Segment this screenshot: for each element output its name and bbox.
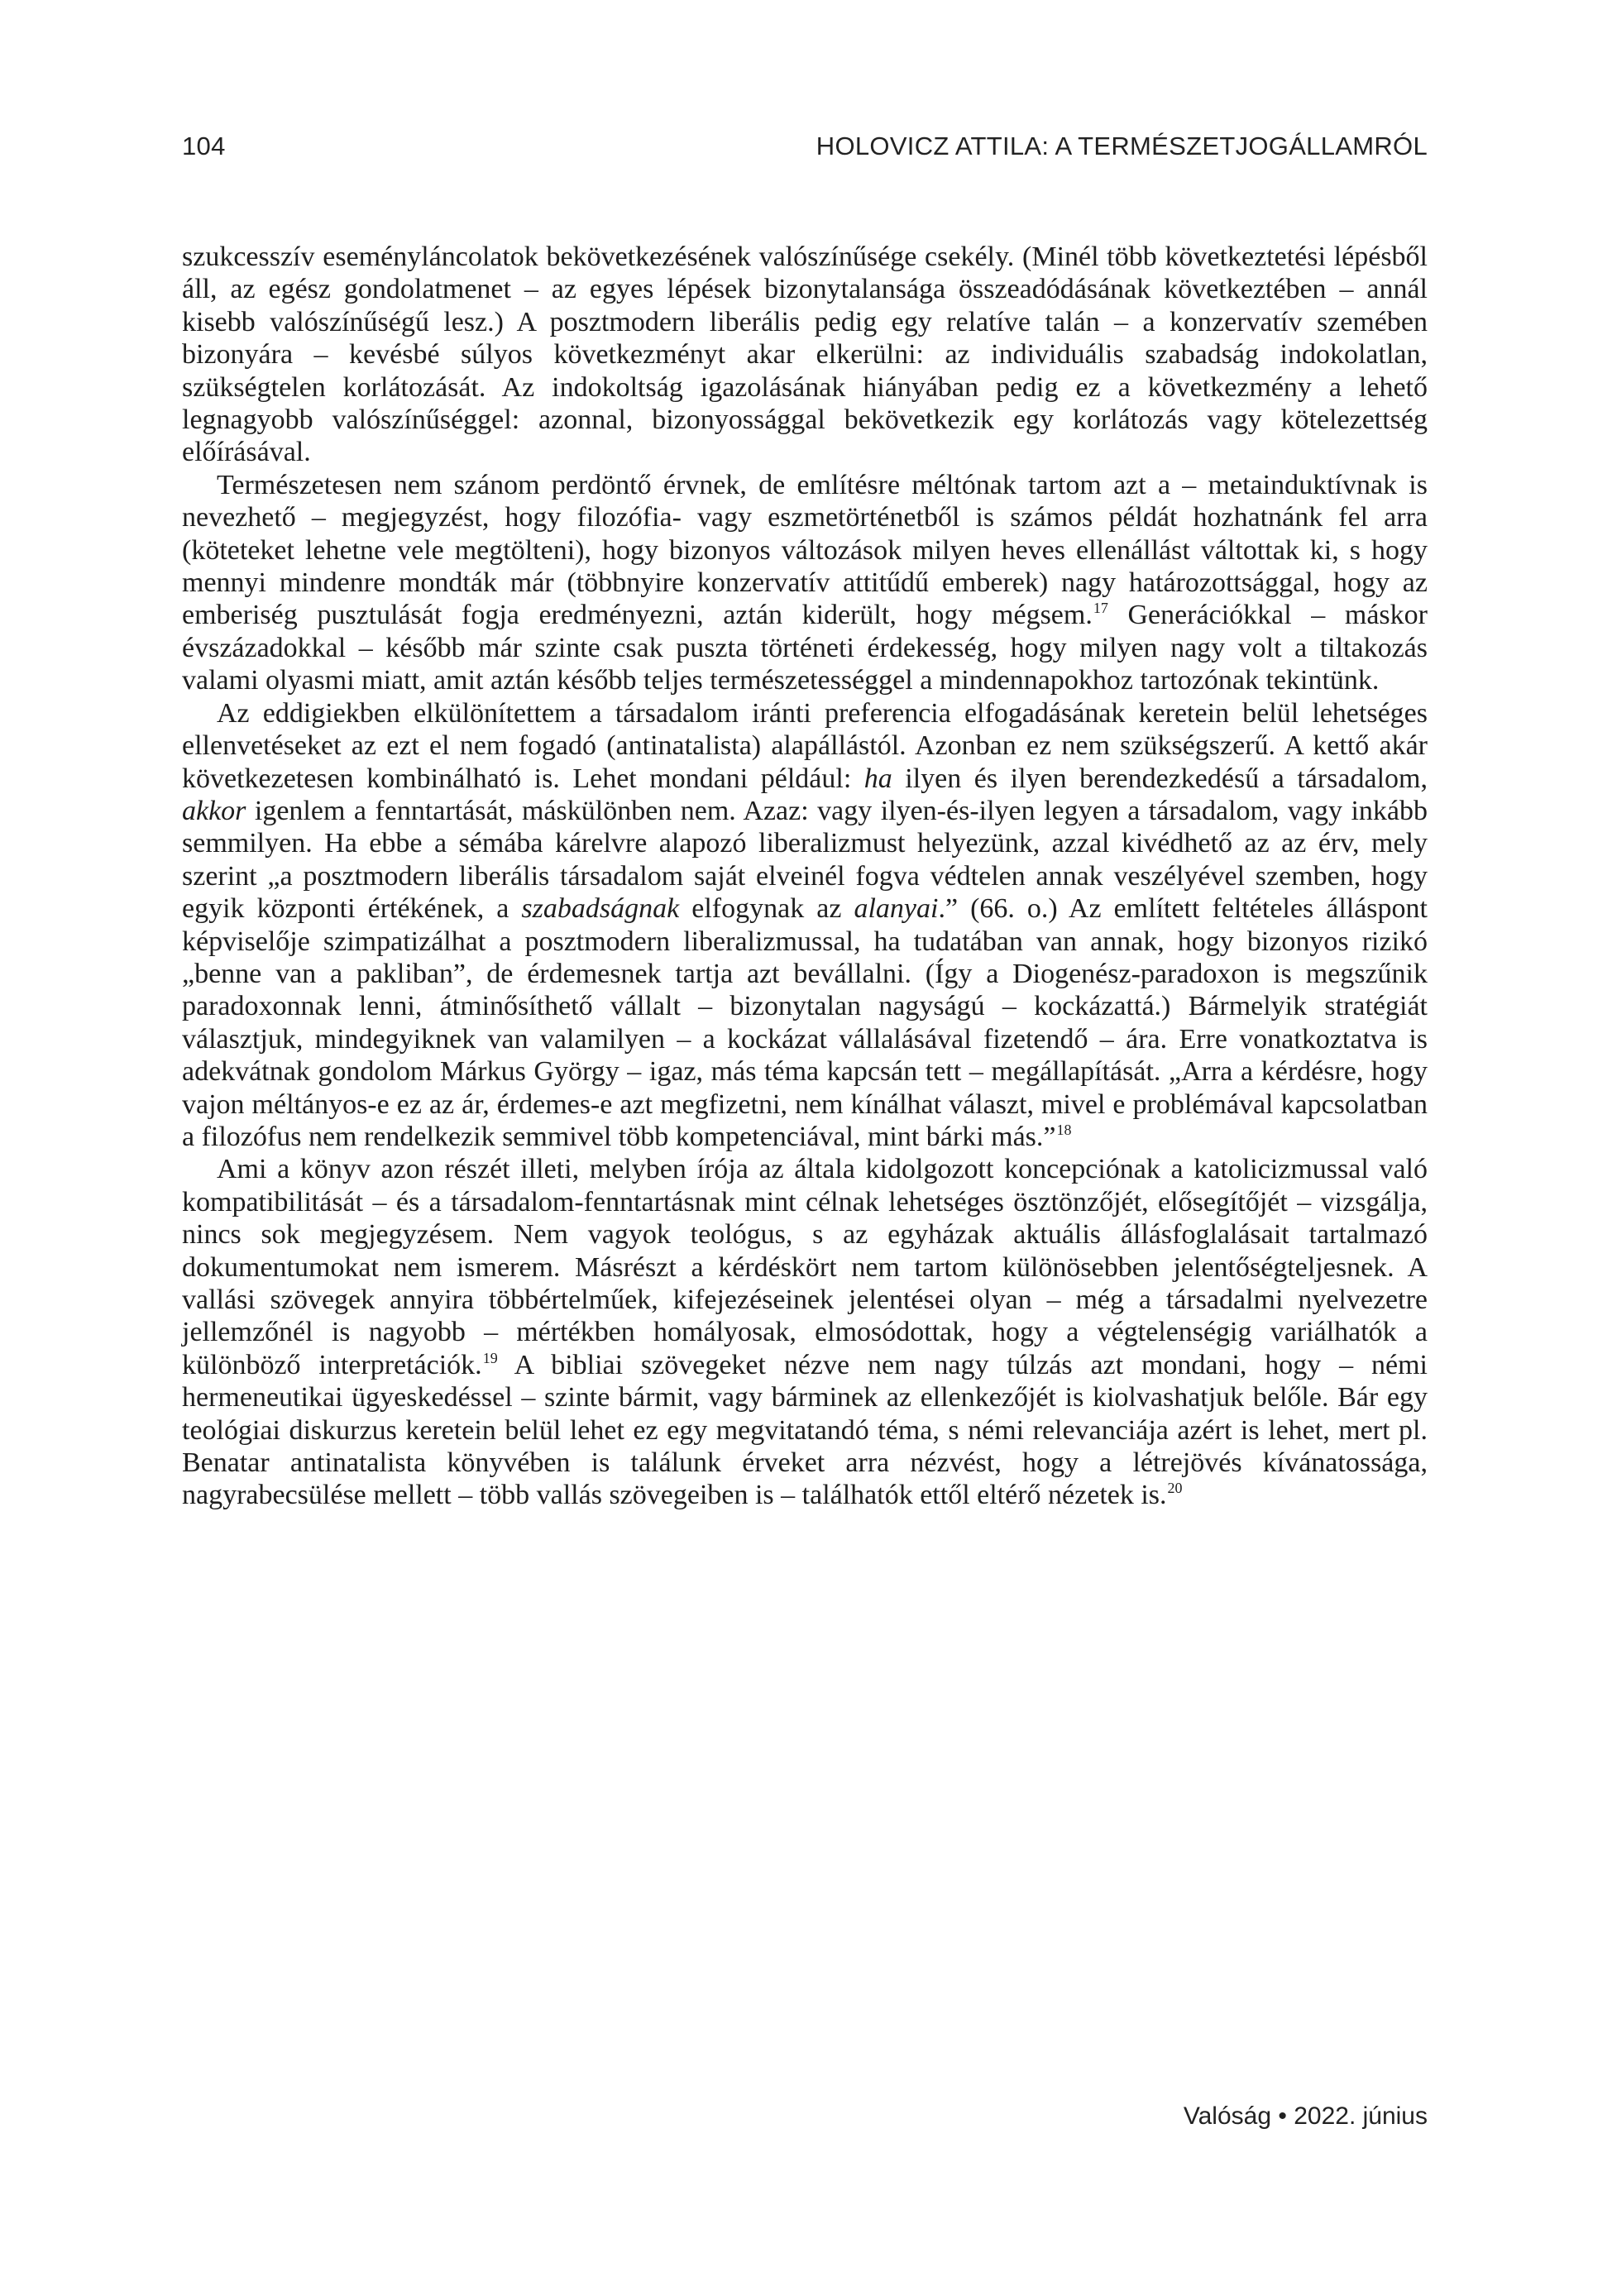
- paragraph-2: [182, 469, 1428, 697]
- paragraph-1-text: szukcesszív eseményláncolatok bekövetkezésének valószínűsége csekély. (Minél több következtetési lépésből áll, az egész gondolatmenet – az egyes lépések bizonytalansága összeadódásának következtében – annál kisebb valószínűségű lesz.) A posztmodern liberális pedig egy relatíve talán – a konzervatív szemében bizonyára – kevésbé súlyos következményt akar elkerülni: az individuális szabadság indokolatlan, szükségtelen korlátozását. Az indokoltság igazolásának hiányában pedig ez a következmény a lehető legnagyobb valószínűséggel: azonnal, bizonyossággal bekövetkezik egy korlátozás vagy kötelezettség előírásával.: [182, 242, 1428, 468]
- paragraph-1: [182, 241, 1428, 469]
- emphasis-ha: ha: [863, 763, 892, 794]
- running-title: HOLOVICZ ATTILA: A TERMÉSZETJOGÁLLAMRÓL: [816, 132, 1428, 160]
- paragraph-3-text-1: Az eddigiekben elkülönítettem a társadalom iránti preferencia elfogadásának keretein belül lehetséges ellenvetéseket az ezt el nem fogadó (antinatalista) alapállástól. Azonban ez nem szükségszerű. A kettő akár következetesen kombinálható is. Lehet mondani például:: [182, 697, 1428, 794]
- paragraph-3: [182, 697, 1428, 1154]
- paragraph-4-text-b: A bibliai szövegeket nézve nem nagy túlzás azt mondani, hogy – némi hermeneutikai ügyeskedéssel – szinte bármit, vagy bárminek az ellenkezőjét is kiolvashatjuk belőle. Bár egy teológiai diskurzus keretein belül lehet ez egy megvitatandó téma, s némi relevanciája azért is lehet, mert pl. Benatar antinatalista könyvében is találunk érveket arra nézvést, hogy a létrejövés kívánatossága, nagyrabecsülése mellett – több vallás szövegeiben is – találhatók ettől eltérő nézetek is.: [182, 1349, 1428, 1511]
- paragraph-2-text-b: Generációkkal – máskor évszázadokkal – később már szinte csak puszta történeti érdekesség, hogy milyen nagy volt a tiltakozás valami olyasmi miatt, amit aztán később teljes természetességgel a mindennapokhoz tartozónak tekintünk.: [182, 600, 1428, 696]
- paragraph-3-text-2: ilyen és ilyen berendezkedésű a társadalom,: [892, 763, 1428, 794]
- paragraph-3-text-4: elfogynak az: [679, 893, 854, 925]
- emphasis-szabadsagnak: szabadságnak: [521, 893, 680, 925]
- footnote-ref-19[interactable]: 19: [482, 1349, 498, 1366]
- article-body: [182, 241, 1428, 1512]
- paragraph-3-text-5: .” (66. o.) Az említett feltételes álláspont képviselője szimpatizálhat a posztmodern liberalizmussal, ha tudatában van annak, hogy bizonyos rizikó „benne van a pakliban”, de érdemesnek tartja azt bevállalni. (Így a Diogenész-paradoxon is megszűnik paradoxonnak lenni, átminősíthető vállalt – bizonytalan nagyságú – kockázattá.) Bármelyik stratégiát választjuk, mindegyiknek van valamilyen – a kockázat vállalásával fizetendő – ára. Erre vonatkoztatva is adekvátnak gondolom Márkus György – igaz, más téma kapcsán tett – megállapítását. „Arra a kérdésre, hogy vajon méltányos-e ez az ár, érdemes-e azt megfizetni, nem kínálhat választ, mivel e problémával kapcsolatban a filozófus nem rendelkezik semmivel több kompetenciával, mint bárki más.”: [182, 893, 1428, 1152]
- emphasis-akkor: akkor: [182, 795, 246, 826]
- footnote-ref-17[interactable]: 17: [1093, 600, 1108, 617]
- paragraph-3-text-3: igenlem a fenntartását, máskülönben nem. Azaz: vagy ilyen-és-ilyen legyen a társadalom, vagy inkább semmilyen. Ha ebbe a sémába kárelvre alapozó liberalizmust helyezünk, azzal kivédhető az az érv, mely szerint „a posztmodern liberális társadalom saját elveinél fogva védtelen annak veszélyével szemben, hogy egyik központi értékének, a: [182, 795, 1428, 925]
- journal-footer: Valóság • 2022. június: [1183, 2102, 1428, 2130]
- paragraph-4-text-a: Ami a könyv azon részét illeti, melyben írója az általa kidolgozott koncepciónak a katolicizmussal való kompatibilitását – és a társadalom-fenntartásnak mint célnak lehetséges ösztönzőjét, elősegítőjét – vizsgálja, nincs sok megjegyzésem. Nem vagyok teológus, s az egyházak aktuális állásfoglalásait tartalmazó dokumentumokat nem ismerem. Másrészt a kérdéskört nem tartom különösebben jelentőségteljesnek. A vallási szövegek annyira többértelműek, kifejezéseinek jelentései olyan – még a társadalmi nyelvezetre jellemzőnél is nagyobb – mértékben homályosak, elmosódottak, hogy a végtelenségig variálhatók a különböző interpretációk.: [182, 1154, 1428, 1380]
- page-number: 104: [182, 132, 226, 160]
- paragraph-4: [182, 1153, 1428, 1511]
- footnote-ref-20[interactable]: 20: [1167, 1480, 1183, 1497]
- paragraph-2-text-a: Természetesen nem szánom perdöntő érvnek, de említésre méltónak tartom azt a – metainduktívnak is nevezhető – megjegyzést, hogy filozófia- vagy eszmetörténetből is számos példát hozhatnánk fel arra (köteteket lehetne vele megtölteni), hogy bizonyos változások milyen heves ellenállást váltottak ki, s hogy mennyi mindenre mondták már (többnyire konzervatív attitűdű emberek) nagy határozottsággal, hogy az emberiség pusztulását fogja eredményezni, aztán kiderült, hogy mégsem.: [182, 469, 1428, 631]
- footnote-ref-18[interactable]: 18: [1056, 1121, 1072, 1138]
- emphasis-alanyai: alanyai: [854, 893, 939, 925]
